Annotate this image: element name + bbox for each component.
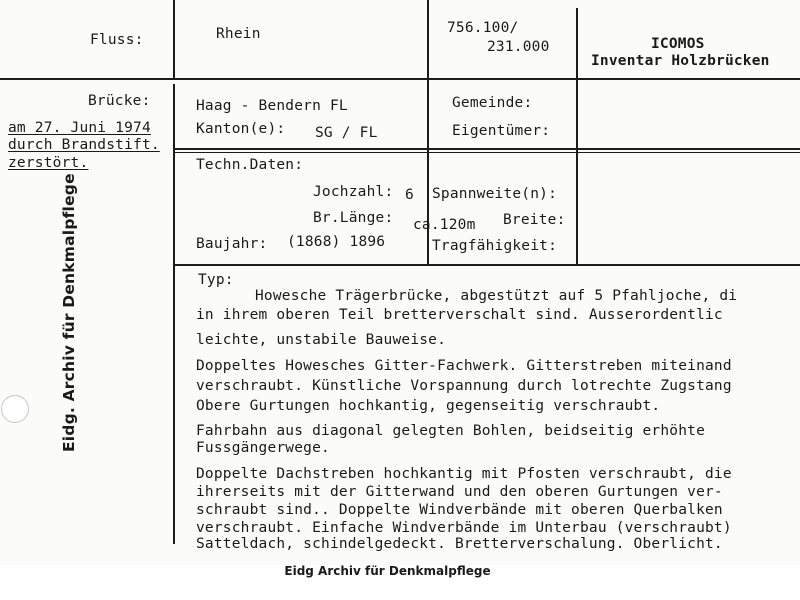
gemeinde-label: Gemeinde: (452, 95, 533, 111)
typ-line: verschraubt. Einfache Windverbände im Unterbau (verschraubt) (196, 520, 732, 536)
typ-line: in ihrem oberen Teil bretterverschalt sind. Ausserordentlic (196, 307, 723, 323)
fluss-value: Rhein (216, 26, 261, 42)
hline-4 (173, 264, 800, 266)
bruecke-note-line3: zerstört. (8, 155, 89, 171)
divider-right (576, 8, 578, 264)
coordinates-line2: 231.000 (487, 39, 550, 55)
br-laenge-label: Br.Länge: (313, 210, 394, 226)
typ-line: ihrerseits mit der Gitterwand und den oberen Gurtungen ver- (196, 484, 723, 500)
divider-left-top (173, 0, 175, 78)
punch-hole (1, 395, 29, 423)
typ-line: Doppelte Dachstreben hochkantig mit Pfosten verschraubt, die (196, 466, 732, 482)
bruecke-label: Brücke: (88, 93, 151, 109)
typ-line: Obere Gurtungen hochkantig, gegenseitig verschraubt. (196, 398, 661, 414)
typ-label: Typ: (198, 272, 234, 288)
typ-line: schraubt sind.. Doppelte Windverbände mit oberen Querbalken (196, 502, 723, 518)
bruecke-note-line1: am 27. Juni 1974 (8, 120, 151, 136)
hline-2 (173, 148, 800, 150)
kanton-label: Kanton(e): (196, 121, 286, 137)
bruecke-note-line2: durch Brandstift. (8, 137, 160, 153)
tech-heading: Techn.Daten: (196, 157, 304, 173)
typ-line: verschraubt. Künstliche Vorspannung durch lotrechte Zugstang (196, 378, 732, 394)
typ-line: Doppeltes Howesches Gitter-Fachwerk. Gitterstreben miteinand (196, 358, 732, 374)
hline-1 (0, 78, 800, 80)
org-line1: ICOMOS (651, 36, 705, 52)
divider-left-main (173, 84, 175, 544)
bridge-name: Haag - Bendern FL (196, 98, 348, 114)
kanton-value: SG / FL (315, 125, 378, 141)
spannweite-label: Spannweite(n): (432, 186, 558, 202)
archive-caption: Eidg Archiv für Denkmalpflege (284, 564, 491, 578)
org-line2: Inventar Holzbrücken (591, 53, 770, 69)
breite-label: Breite: (503, 212, 566, 228)
typ-line: Fahrbahn aus diagonal gelegten Bohlen, beidseitig erhöhte (196, 423, 705, 439)
jochzahl-value: 6 (405, 187, 414, 203)
eigentuemer-label: Eigentümer: (452, 123, 551, 139)
jochzahl-label: Jochzahl: (313, 184, 394, 200)
baujahr-label: Baujahr: (196, 236, 268, 252)
coordinates-line1: 756.100/ (447, 20, 519, 36)
typ-line: Fussgängerwege. (196, 440, 330, 456)
typ-line: Satteldach, schindelgedeckt. Bretterverschalung. Oberlicht. (196, 536, 723, 552)
archive-vertical-label: Eidg. Archiv für Denkmalpflege (60, 173, 78, 452)
typ-line: leichte, unstabile Bauweise. (196, 332, 447, 348)
fluss-label: Fluss: (90, 32, 144, 48)
tragfaehigkeit-label: Tragfähigkeit: (432, 238, 558, 254)
typ-line: Howesche Trägerbrücke, abgestützt auf 5 Pfahljoche, di (255, 288, 738, 304)
baujahr-value: (1868) 1896 (287, 234, 386, 250)
br-laenge-value: ca.120m (413, 217, 476, 233)
hline-3 (173, 152, 800, 153)
